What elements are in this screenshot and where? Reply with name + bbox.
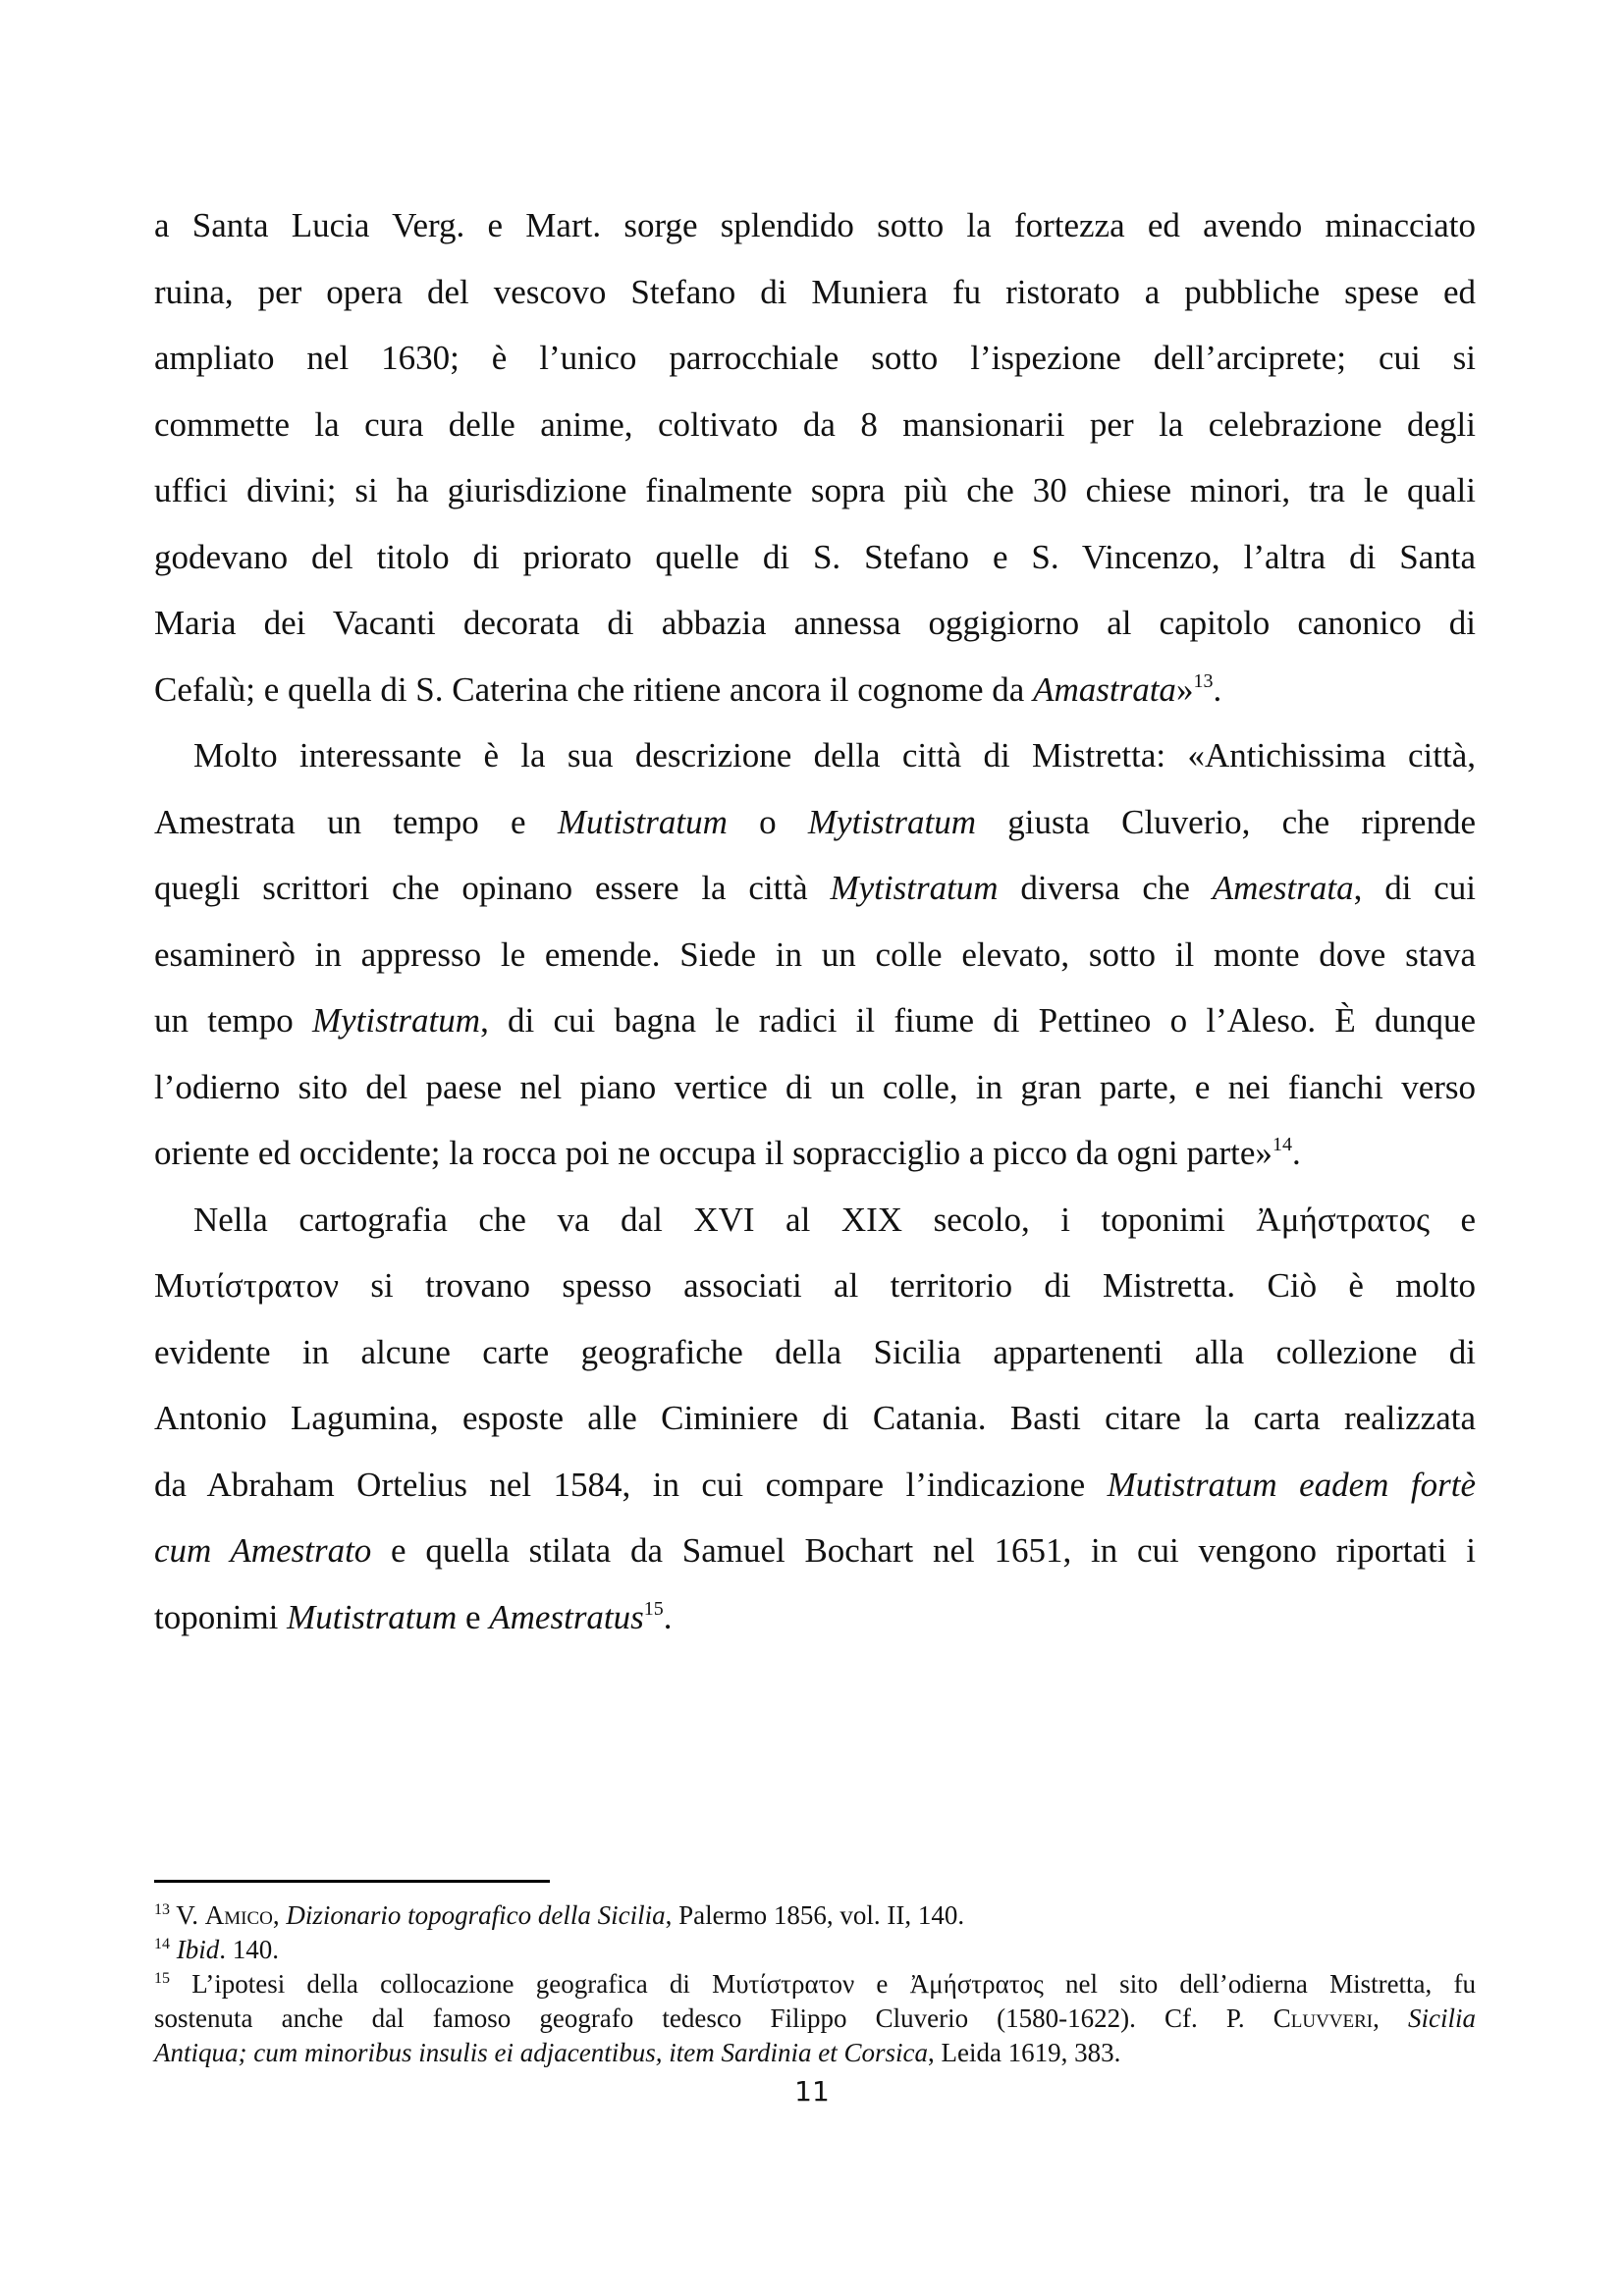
text-span: uffici divini; si ha giurisdizione finalmente sopra più che 30 chiese minori, tra le quali	[154, 471, 1476, 509]
text-span: e	[457, 1597, 490, 1636]
text-span: l’odierno sito del paese nel piano vertice di un colle, in gran parte, e nei fianchi verso	[154, 1067, 1476, 1106]
italic-text: Amastrata	[1033, 669, 1176, 709]
text-span: Cefalù; e quella di S. Caterina che ritiene ancora il cognome da	[154, 669, 1034, 709]
text-line	[154, 657, 1476, 723]
text-span: »	[1175, 669, 1194, 709]
text-span: , Palermo 1856, vol. II, 140.	[665, 1900, 965, 1930]
text-line	[154, 1319, 1476, 1386]
text-span: ampliato nel 1630; è l’unico parrocchiale sotto l’ispezione dell’arciprete; cui si	[154, 339, 1476, 377]
text-span: diversa che	[998, 869, 1213, 907]
text-line	[154, 722, 1476, 789]
italic-text: Mytistratum	[807, 802, 977, 841]
text-line	[154, 590, 1476, 657]
text-line	[154, 988, 1476, 1054]
text-span: Cluvveri	[1272, 2003, 1374, 2033]
text-span	[170, 1935, 177, 1964]
text-line	[154, 1898, 1476, 1933]
text-span: Antonio Lagumina, esposte alle Ciminiere di Catania. Basti citare la carta realizzata	[154, 1399, 1476, 1437]
italic-text: Amestratus	[489, 1597, 644, 1636]
italic-text: Amestrata	[1212, 869, 1354, 907]
italic-text: cum Amestrato	[154, 1531, 372, 1570]
text-span: evidente in alcune carte geografiche della Sicilia appartenenti alla collezione di	[154, 1332, 1476, 1371]
footnote-reference: 14	[154, 1936, 170, 1952]
text-line	[154, 325, 1476, 392]
text-span: giusta Cluverio, che riprende	[976, 802, 1477, 841]
paragraph	[154, 722, 1476, 1187]
footnote-reference: 13	[154, 1901, 170, 1918]
text-span: e quella stilata da Samuel Bochart nel 1651, in cui vengono riportati i	[371, 1531, 1476, 1570]
footnote-reference: 15	[643, 1597, 664, 1620]
text-line	[154, 789, 1476, 856]
text-line	[154, 1187, 1476, 1254]
text-line	[154, 1253, 1476, 1319]
text-span: toponimi	[154, 1597, 288, 1636]
text-line	[154, 922, 1476, 988]
text-span: sostenuta anche dal famoso geografo tedesco Filippo Cluverio (1580-1622). Cf. P.	[154, 2003, 1273, 2033]
italic-text: Dizionario topografico della Sicilia	[286, 1900, 666, 1930]
text-span: da Abraham Ortelius nel 1584, in cui compare l’indicazione	[154, 1465, 1108, 1504]
text-span: oriente ed occidente; la rocca poi ne occupa il sopracciglio a picco da ogni parte»	[154, 1134, 1272, 1172]
text-span: .	[663, 1597, 673, 1636]
text-span: esaminerò in appresso le emende. Siede in un colle elevato, sotto il monte dove stava	[154, 934, 1476, 974]
text-span: Nella cartografia che va dal XVI al XIX secolo, i toponimi Ἀμήστρατος e	[193, 1200, 1476, 1239]
text-line	[154, 855, 1476, 922]
text-span: . 140.	[219, 1935, 279, 1964]
italic-text: Ibid	[176, 1935, 220, 1964]
text-span: Maria dei Vacanti decorata di abbazia annessa oggigiorno al capitolo canonico di	[154, 604, 1476, 642]
text-span: Μυτίστρατον si trovano spesso associati al territorio di Mistretta. Ciò è molto	[154, 1266, 1476, 1305]
footnote	[154, 1898, 1476, 1933]
text-line	[154, 259, 1476, 326]
text-span: Amestrata un tempo e	[154, 802, 558, 841]
footnotes	[154, 1898, 1476, 2070]
text-span: commette la cura delle anime, coltivato da 8 mansionarii per la celebrazione degli	[154, 404, 1476, 444]
text-span: Molto interessante è la sua descrizione della città di Mistretta: «Antichissima città,	[193, 736, 1476, 774]
text-line	[154, 392, 1476, 458]
text-span: a Santa Lucia Verg. e Mart. sorge splendido sotto la fortezza ed avendo minacciato	[154, 206, 1476, 244]
text-span: ruina, per opera del vescovo Stefano di Muniera fu ristorato a pubbliche spese ed	[154, 272, 1476, 311]
text-span: quegli scrittori che opinano essere la città	[154, 869, 831, 907]
italic-text: Antiqua; cum minoribus insulis ei adjacentibus, item Sardinia et Corsica	[154, 2038, 928, 2067]
text-line	[154, 2036, 1476, 2070]
text-line	[154, 457, 1476, 524]
footnote	[154, 1933, 1476, 1967]
text-span: ,	[272, 1900, 287, 1930]
text-span: L’ipotesi della collocazione geografica di Μυτίστρατον e Ἀμήστρατος nel sito dell’odierna Mistretta, fu	[170, 1969, 1476, 1999]
text-span: godevano del titolo di priorato quelle di S. Stefano e S. Vincenzo, l’altra di Santa	[154, 537, 1476, 576]
text-line	[154, 1054, 1476, 1121]
text-span: ,	[1373, 2003, 1408, 2033]
text-line	[154, 192, 1476, 259]
text-line	[154, 1518, 1476, 1584]
italic-text: Sicilia	[1408, 2003, 1476, 2033]
footnote	[154, 1967, 1476, 2070]
text-span: un tempo	[154, 1001, 312, 1040]
italic-text: Mutistratum	[557, 802, 728, 841]
text-span: V.	[170, 1900, 205, 1930]
text-span: .	[1213, 669, 1222, 709]
text-line	[154, 2002, 1476, 2036]
text-line	[154, 1452, 1476, 1519]
text-span: , di cui	[1353, 869, 1476, 907]
text-line	[154, 1120, 1476, 1187]
footnote-reference: 15	[154, 1970, 170, 1987]
italic-text: Mytistratum	[311, 1001, 481, 1040]
text-span: , di cui bagna le radici il fiume di Pettineo o l’Aleso. È dunque	[480, 1001, 1477, 1040]
text-line	[154, 1385, 1476, 1452]
paragraph	[154, 192, 1476, 722]
footnote-reference: 13	[1193, 669, 1214, 692]
text-line	[154, 1967, 1476, 2002]
paragraph	[154, 1187, 1476, 1651]
page-number: 11	[794, 2075, 830, 2108]
body-text	[154, 192, 1476, 1650]
italic-text: Mutistratum eadem fortè	[1107, 1465, 1476, 1504]
text-span: .	[1291, 1134, 1301, 1172]
italic-text: Mutistratum	[287, 1597, 458, 1636]
text-line	[154, 1933, 1476, 1967]
footnote-reference: 14	[1272, 1134, 1292, 1155]
footnote-separator	[154, 1880, 550, 1883]
italic-text: Mytistratum	[830, 869, 999, 907]
text-span: o	[727, 802, 808, 841]
text-span: , Leida 1619, 383.	[927, 2038, 1121, 2067]
text-line	[154, 1584, 1476, 1651]
text-span: Amico	[204, 1900, 273, 1930]
text-line	[154, 524, 1476, 591]
